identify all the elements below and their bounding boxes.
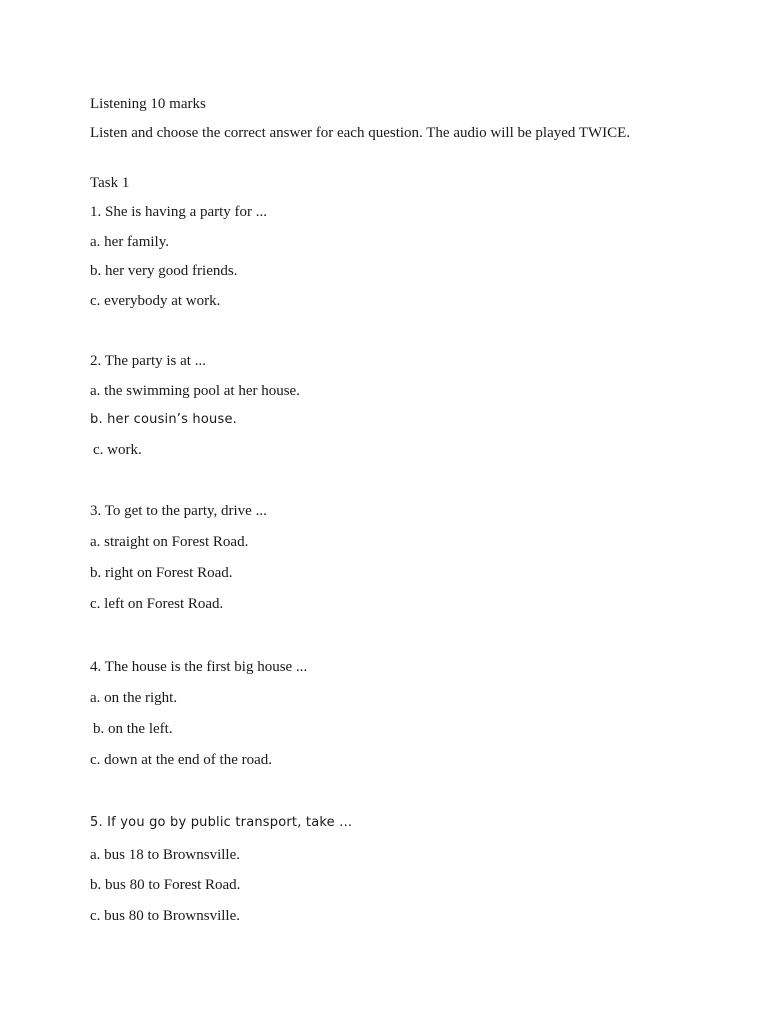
question-3-option-c: c. left on Forest Road.: [90, 596, 224, 612]
question-4-option-b: b. on the left.: [93, 721, 173, 737]
question-3-option-b: b. right on Forest Road.: [90, 565, 233, 581]
question-1-option-c: c. everybody at work.: [90, 293, 221, 309]
question-4-stem: 4. The house is the first big house ...: [90, 659, 308, 675]
instruction-text: Listen and choose the correct answer for each question. The audio will be played TWICE.: [90, 125, 631, 141]
section-title: Listening 10 marks: [90, 96, 206, 112]
question-2-option-c: c. work.: [93, 442, 142, 458]
question-3-stem: 3. To get to the party, drive ...: [90, 503, 267, 519]
question-3-option-a: a. straight on Forest Road.: [90, 534, 249, 550]
question-5-option-b: b. bus 80 to Forest Road.: [90, 877, 241, 893]
question-1-stem: 1. She is having a party for ...: [90, 204, 268, 220]
question-2-option-a: a. the swimming pool at her house.: [90, 383, 300, 399]
question-4-option-c: c. down at the end of the road.: [90, 752, 273, 768]
question-5-option-a: a. bus 18 to Brownsville.: [90, 847, 240, 863]
question-2-stem: 2. The party is at ...: [90, 353, 206, 369]
question-1-option-a: a. her family.: [90, 234, 169, 250]
question-2-option-b: b. her cousin’s house.: [90, 412, 237, 427]
task-label: Task 1: [90, 175, 130, 191]
question-5-stem: 5. If you go by public transport, take …: [90, 815, 353, 830]
question-4-option-a: a. on the right.: [90, 690, 178, 706]
question-5-option-c: c. bus 80 to Brownsville.: [90, 908, 240, 924]
question-1-option-b: b. her very good friends.: [90, 263, 238, 279]
